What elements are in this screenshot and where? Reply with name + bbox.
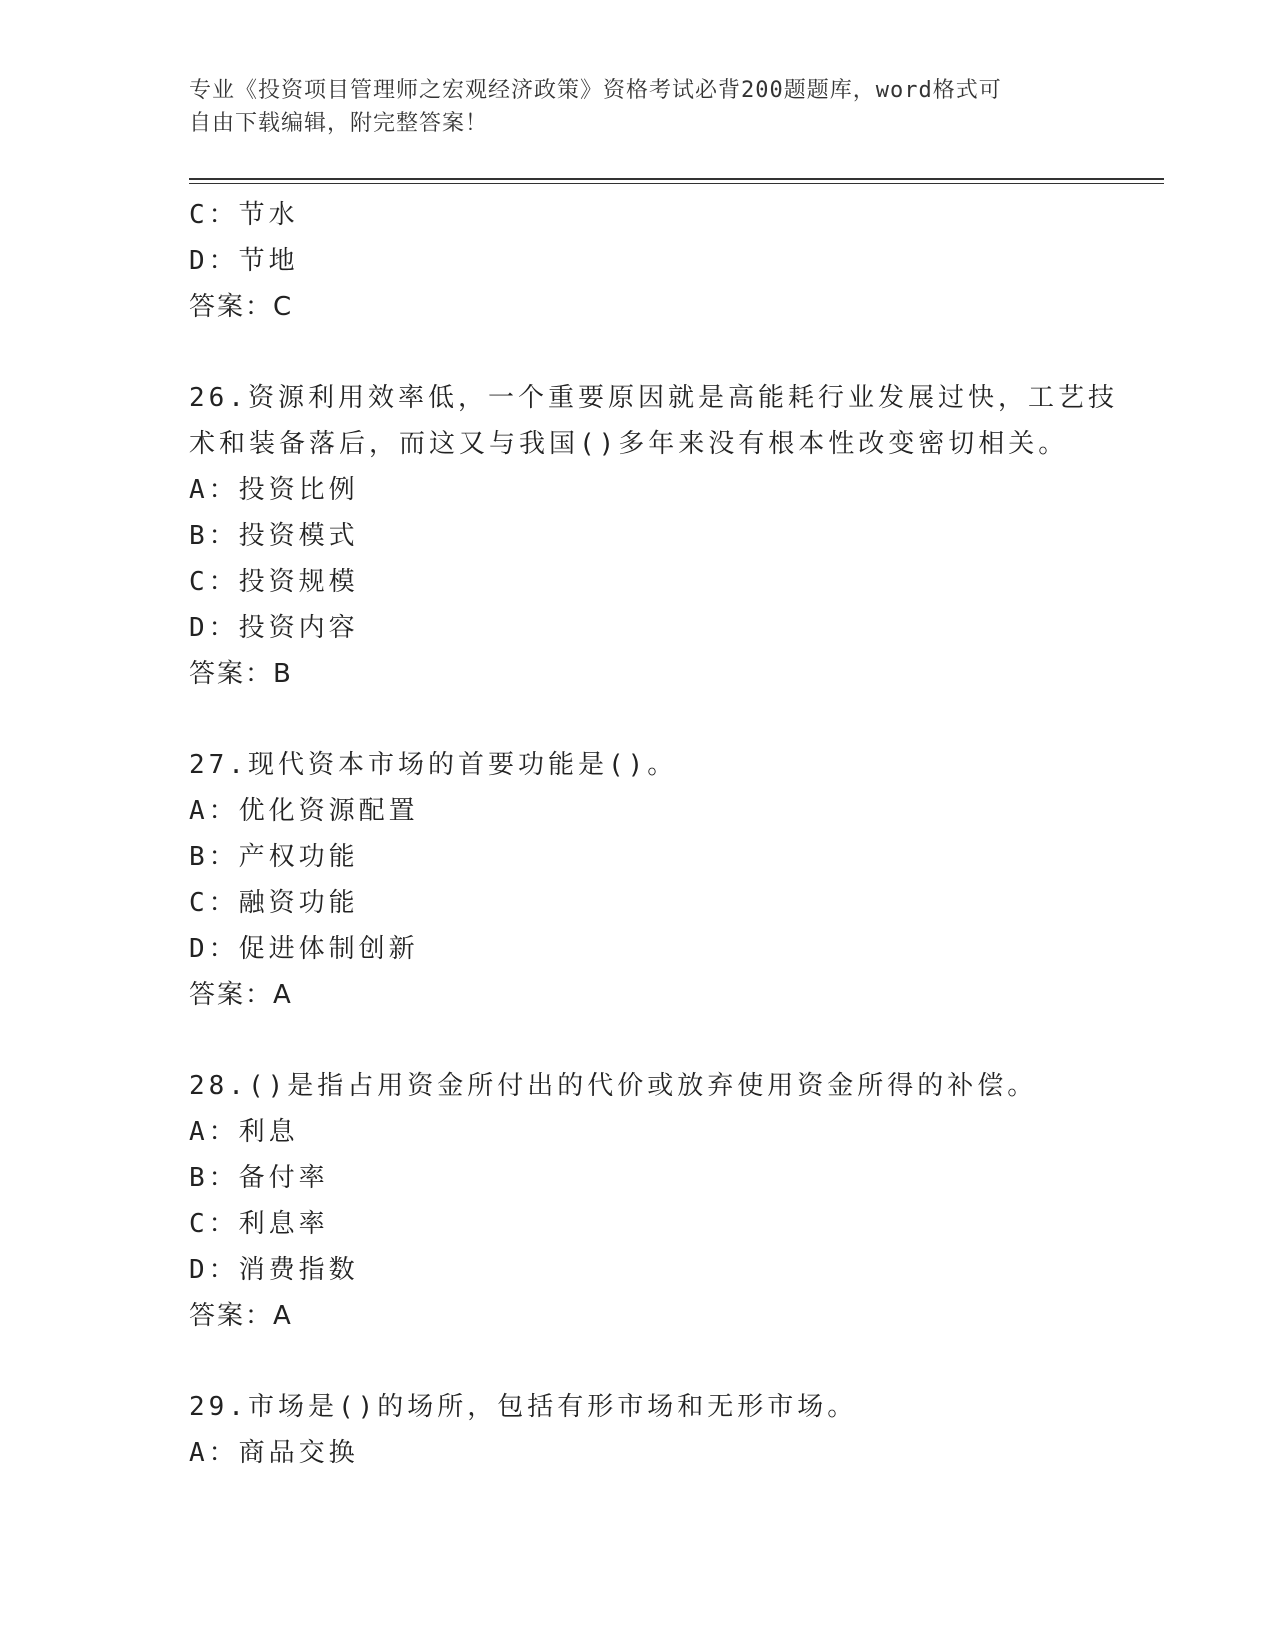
header-rule-thin (189, 183, 1164, 184)
question-26 (189, 375, 1118, 697)
option-b: B：投资模式 (189, 521, 359, 551)
answer-line: 答案：C (189, 292, 294, 322)
answer-line: 答案：A (189, 980, 293, 1010)
question-stem: 28.()是指占用资金所付出的代价或放弃使用资金所得的补偿。 (189, 1071, 1038, 1101)
answer-line: 答案：B (189, 659, 293, 689)
document-header (189, 74, 1089, 140)
header-line-2: 自由下载编辑，附完整答案！ (189, 111, 489, 136)
question-25-fragment (189, 192, 1089, 330)
option-d: D：投资内容 (189, 613, 359, 643)
question-content (189, 192, 1118, 1476)
option-d: D：消费指数 (189, 1255, 359, 1285)
option-a: A：优化资源配置 (189, 796, 419, 826)
option-c: C：利息率 (189, 1209, 329, 1239)
option-c: C：节水 (189, 200, 299, 230)
option-c: C：投资规模 (189, 567, 359, 597)
question-29 (189, 1384, 1089, 1476)
question-stem: 术和装备落后，而这又与我国()多年来没有根本性改变密切相关。 (189, 429, 1069, 459)
question-stem: 27.现代资本市场的首要功能是()。 (189, 750, 678, 780)
option-a: A：投资比例 (189, 475, 359, 505)
option-a: A：利息 (189, 1117, 299, 1147)
question-28 (189, 1063, 1089, 1339)
option-c: C：融资功能 (189, 888, 359, 918)
question-stem: 29.市场是()的场所，包括有形市场和无形市场。 (189, 1392, 858, 1422)
option-b: B：产权功能 (189, 842, 359, 872)
option-d: D：促进体制创新 (189, 934, 419, 964)
question-27 (189, 742, 1089, 1018)
option-d: D：节地 (189, 246, 299, 276)
answer-line: 答案：A (189, 1301, 293, 1331)
header-rule-thick (189, 178, 1164, 180)
header-line-1: 专业《投资项目管理师之宏观经济政策》资格考试必背200题题库，word格式可 (189, 78, 1002, 103)
question-stem: 26.资源利用效率低，一个重要原因就是高能耗行业发展过快，工艺技 (189, 383, 1118, 413)
option-b: B：备付率 (189, 1163, 329, 1193)
option-a: A：商品交换 (189, 1438, 359, 1468)
